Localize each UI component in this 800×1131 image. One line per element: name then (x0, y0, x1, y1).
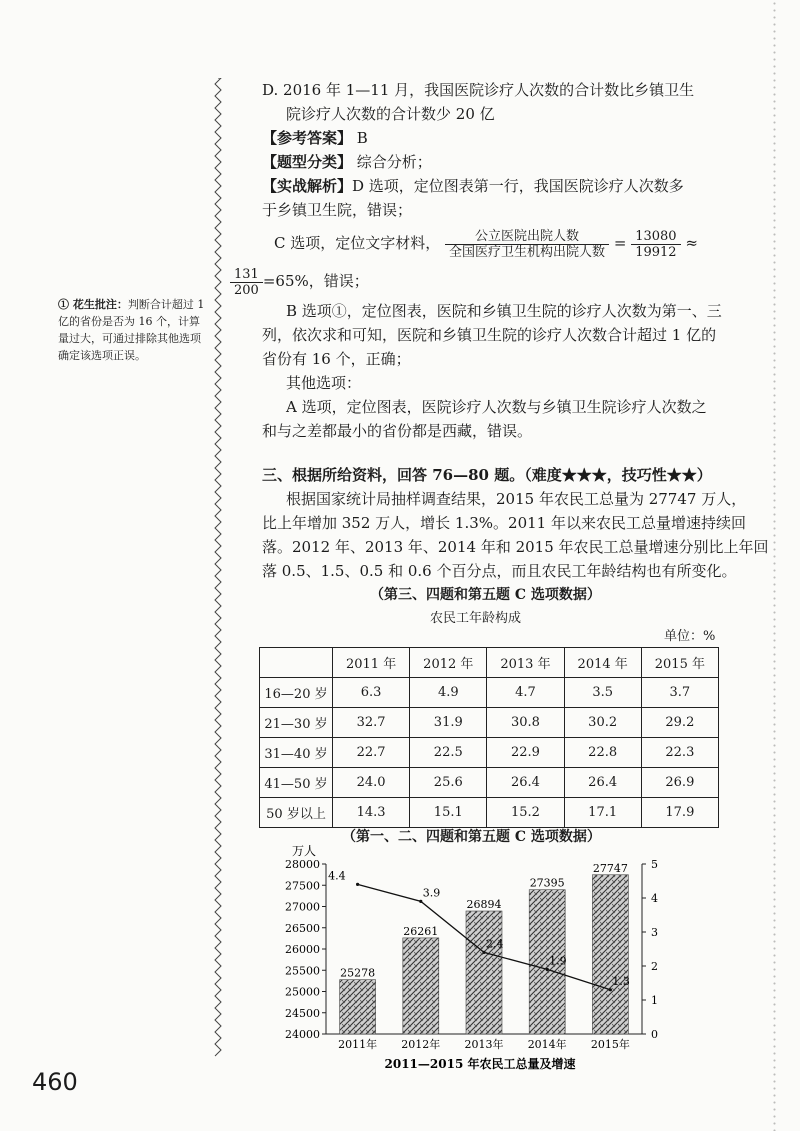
table-row (260, 738, 719, 768)
table-cell: 4.9 (410, 678, 487, 708)
table-cell: 16—20 岁 (260, 678, 333, 708)
category-label: 【题型分类】 (262, 153, 353, 171)
c-approx: ≈ (685, 234, 698, 252)
analysis-label: 【实战解析】 (262, 177, 353, 195)
x-tick-label: 2011年 (338, 1038, 378, 1051)
table-cell: 4.7 (487, 678, 564, 708)
growth-value-label: 2.4 (486, 937, 504, 951)
table-header-cell: 2015 年 (641, 648, 718, 678)
table-cell: 14.3 (333, 798, 410, 828)
table-row (260, 768, 719, 798)
table-cell: 31.9 (410, 708, 487, 738)
table-cell: 17.1 (564, 798, 641, 828)
y-tick-label: 25000 (285, 985, 320, 999)
table-header-cell: 2012 年 (410, 648, 487, 678)
y2-tick-label: 4 (651, 892, 658, 905)
table-cell: 22.5 (410, 738, 487, 768)
y-tick-label: 24500 (285, 1006, 320, 1020)
fraction-values (631, 229, 680, 260)
intro-line2: 比上年增加 352 万人，增长 1.3%。2011 年以来农民工总量增速持续回 (262, 514, 746, 532)
category-row (262, 151, 722, 173)
growth-value-label: 4.4 (328, 869, 346, 883)
table-cell: 17.9 (641, 798, 718, 828)
table-cell: 15.2 (487, 798, 564, 828)
x-tick-label: 2014年 (527, 1038, 567, 1051)
y2-tick-label: 2 (651, 960, 658, 973)
analysis-line1: D 选项，定位图表第一行，我国医院诊疗人次数多 (352, 177, 684, 195)
table-cell: 31—40 岁 (260, 738, 333, 768)
b-line3: 省份有 16 个，正确； (262, 350, 411, 368)
c-result: =65%，错误； (262, 272, 369, 290)
table-header-cell: 2013 年 (487, 648, 564, 678)
y-tick-label: 28000 (285, 858, 320, 871)
growth-value-label: 3.9 (422, 886, 441, 900)
chart-ylabel: 万人 (292, 844, 317, 858)
c-result-row (230, 264, 690, 298)
growth-point (419, 900, 422, 903)
bar-value-label: 26894 (466, 898, 502, 912)
table-header-cell (260, 648, 333, 678)
table-cell: 32.7 (333, 708, 410, 738)
table-row (260, 798, 719, 828)
y2-tick-label: 3 (651, 926, 658, 939)
fraction-approx (230, 267, 263, 298)
table-cell: 41—50 岁 (260, 768, 333, 798)
y2-tick-label: 5 (651, 858, 658, 871)
section3-title: 三、根据所给资料，回答 76—80 题。（难度★★★，技巧性★★） (262, 466, 712, 484)
y2-tick-label: 1 (651, 994, 658, 1007)
table-cell: 3.5 (564, 678, 641, 708)
x-tick-label: 2013年 (464, 1038, 504, 1051)
fraction-discharge-num: 公立医院出院人数 (445, 229, 609, 245)
table-row (260, 678, 719, 708)
margin-note (58, 296, 208, 364)
a-line1: A 选项，定位图表，医院诊疗人次数与乡镇卫生院诊疗人次数之 (286, 398, 707, 416)
c-option-row (274, 226, 734, 260)
table-cell: 29.2 (641, 708, 718, 738)
x-tick-label: 2012年 (401, 1038, 441, 1051)
margin-zigzag-line (214, 78, 222, 1058)
other-options: 其他选项： (286, 374, 362, 392)
option-d-line1: D. 2016 年 1—11 月，我国医院诊疗人次数的合计数比乡镇卫生 (262, 81, 695, 99)
bar-2015年 (592, 875, 628, 1034)
table-cell: 15.1 (410, 798, 487, 828)
bar-value-label: 25278 (340, 966, 376, 980)
growth-value-label: 1.9 (549, 954, 567, 968)
analysis-row (262, 175, 722, 197)
chart-title: 2011—2015 年农民工总量及增速 (384, 1057, 576, 1071)
table-title: 农民工年龄构成 (430, 611, 522, 626)
x-tick-label: 2015年 (590, 1038, 630, 1051)
fraction-values-den: 19912 (635, 244, 677, 260)
bar-value-label: 26261 (403, 924, 439, 938)
y-tick-label: 24000 (285, 1028, 320, 1041)
intro-line3: 落。2012 年、2013 年、2014 年和 2015 年农民工总量增速分别比上年回 (262, 538, 769, 556)
age-structure-table (259, 647, 719, 828)
bar-2011年 (340, 980, 376, 1034)
fraction-approx-den: 200 (234, 282, 259, 298)
table-header-row (260, 648, 719, 678)
intro-line1: 根据国家统计局抽样调查结果，2015 年农民工总量为 27747 万人， (286, 490, 747, 508)
a-line2: 和与之差都最小的省份都是西藏，错误。 (262, 422, 533, 440)
table-unit: 单位：% (664, 629, 716, 644)
table-row (260, 708, 719, 738)
table-cell: 26.4 (564, 768, 641, 798)
growth-value-label: 1.3 (612, 974, 630, 988)
table-caption: （第三、四题和第五题 C 选项数据） (370, 587, 601, 603)
y-tick-label: 26000 (285, 943, 320, 956)
c-equals: = (613, 234, 627, 252)
margin-note-text: 判断合计超过 1 亿的省份是否为 16 个，计算量过大，可通过排除其他选项确定该选项正误。 (58, 298, 205, 362)
table-cell: 26.9 (641, 768, 718, 798)
intro-line4: 落 0.5、1.5、0.5 和 0.6 个百分点，而且农民工年龄结构也有所变化。 (262, 562, 737, 580)
table-cell: 22.7 (333, 738, 410, 768)
growth-point (482, 951, 485, 954)
chart-caption: （第一、二、四题和第五题 C 选项数据） (342, 829, 601, 845)
y-tick-label: 26500 (285, 921, 320, 935)
growth-point (356, 883, 359, 886)
table-cell: 50 岁以上 (260, 798, 333, 828)
y-tick-label: 27500 (285, 879, 320, 893)
table-cell: 26.4 (487, 768, 564, 798)
table-cell: 30.8 (487, 708, 564, 738)
fraction-approx-num: 131 (230, 267, 263, 283)
fraction-discharge (445, 229, 609, 260)
growth-point (609, 988, 612, 991)
analysis-line2: 于乡镇卫生院，错误； (262, 201, 413, 219)
b-line2: 列，依次求和可知，医院和乡镇卫生院的诊疗人次数合计超过 1 亿的 (262, 326, 717, 344)
table-cell: 6.3 (333, 678, 410, 708)
table-cell: 30.2 (564, 708, 641, 738)
chart-bars (338, 862, 630, 1051)
y-tick-label: 27000 (285, 900, 320, 914)
right-edge-dots (773, 0, 776, 1131)
answer-value: B (356, 129, 368, 147)
table-cell: 22.3 (641, 738, 718, 768)
table-header-cell: 2014 年 (564, 648, 641, 678)
table-cell: 21—30 岁 (260, 708, 333, 738)
table-header-cell: 2011 年 (333, 648, 410, 678)
bar-value-label: 27395 (529, 876, 565, 890)
migrant-worker-chart (270, 842, 690, 1072)
fraction-discharge-den: 全国医疗卫生机构出院人数 (449, 244, 606, 260)
c-option-prefix: C 选项，定位文字材料， (274, 234, 441, 252)
bar-2013年 (466, 911, 502, 1034)
bar-value-label: 27747 (592, 861, 628, 875)
growth-point (546, 968, 549, 971)
option-d-line2: 院诊疗人次数的合计数少 20 亿 (286, 105, 495, 123)
fraction-values-num: 13080 (631, 229, 680, 245)
table-cell: 22.8 (564, 738, 641, 768)
table-cell: 25.6 (410, 768, 487, 798)
y2-tick-label: 0 (651, 1028, 658, 1041)
bar-2012年 (403, 938, 439, 1034)
table-cell: 3.7 (641, 678, 718, 708)
page-number: 460 (32, 1068, 78, 1096)
b-line1: B 选项①，定位图表，医院和乡镇卫生院的诊疗人次数为第一、三 (286, 302, 722, 320)
y-tick-label: 25500 (285, 964, 320, 978)
table-cell: 24.0 (333, 768, 410, 798)
answer-row (262, 127, 722, 149)
table-cell: 22.9 (487, 738, 564, 768)
answer-label: 【参考答案】 (262, 129, 353, 147)
margin-note-label: ① 花生批注： (58, 298, 128, 311)
category-value: 综合分析； (356, 153, 432, 171)
